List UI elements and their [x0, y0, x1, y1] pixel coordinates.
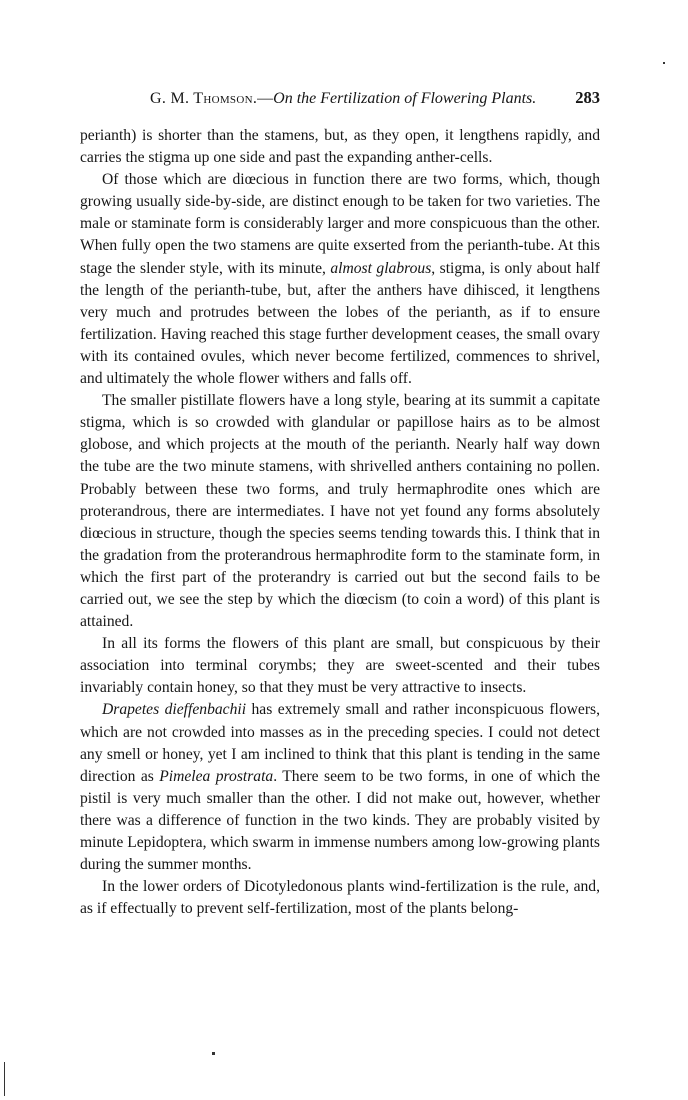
running-header — [80, 90, 600, 114]
text-run: . There seem to be two forms, in one of which the pistil is very much smaller than the other. I did not make out, however, whether there was a difference of function in the two kinds. They are probably visited by minute Lepidoptera, which swarm in immense numbers among low-growing plants during the summer months. — [80, 767, 600, 874]
paragraph — [80, 699, 600, 876]
header-author: G. M. Thomson. — [150, 90, 258, 107]
text-run: perianth) is shorter than the stamens, but, as they open, it lengthens rapidly, and carries the stigma up one side and past the expanding anther-cells. — [80, 127, 600, 167]
italic-text: Drapetes dieffenbachii — [102, 701, 247, 719]
paragraph — [80, 390, 600, 633]
text-run: In all its forms the flowers of this plant are small, but conspicuous by their association into terminal corymbs; they are sweet-scented and their tubes invariably contain honey, so that they must be very attractive to insects. — [80, 635, 600, 697]
scan-edge-mark — [4, 1062, 5, 1096]
page-number: 283 — [575, 88, 600, 107]
body-text — [80, 125, 600, 920]
header-title: On the Fertilization of Flowering Plants. — [273, 90, 537, 107]
text-run: has extremely small and rather inconspicuous flowers, which are not crowded into masses as in the preceding species. I could not detect any smell or honey, yet I am inclined to think that this plant is tending in the same direction as — [80, 701, 600, 785]
paragraph — [80, 633, 600, 699]
header-separator: — — [257, 90, 274, 107]
text-run: Of those which are diœcious in function there are two forms, which, though growing usually side-by-side, are distinct enough to be taken for two varieties. The male or staminate form is considerably larger and more conspicuous than the other. When fully open the two stamens are quite exserted from the perianth-tube. At this stage the slender style, with its minute, — [80, 171, 600, 277]
paragraph — [80, 169, 600, 390]
italic-text: Pimelea prostrata — [159, 767, 274, 785]
running-head — [150, 90, 536, 108]
scan-speck — [212, 1052, 215, 1055]
paragraph — [80, 876, 600, 920]
scan-speck — [663, 62, 665, 64]
paragraph — [80, 125, 600, 169]
text-run: In the lower orders of Dicotyledonous plants wind-fertilization is the rule, and, as if effectually to prevent self-fertilization, most of the plants belong- — [80, 878, 600, 918]
italic-text: almost glabrous — [330, 259, 432, 277]
text-run: , stigma, is only about half the length of the perianth-tube, but, after the anthers have dihisced, it lengthens very much and protrudes between the lobes of the perianth, as if to ensure fertilization. Having reached this stage further development ceases, the small ovary with its contained ovules, which never become fertilized, commences to shrivel, and ultimately the whole flower withers and falls off. — [80, 259, 600, 388]
text-run: The smaller pistillate flowers have a long style, bearing at its summit a capitate stigma, which is so crowded with glandular or papillose hairs as to be almost globose, and which projects at the mouth of the perianth. Nearly half way down the tube are the two minute stamens, with shrivelled anthers containing no pollen. Probably between these two forms, and truly hermaphrodite ones which are proterandrous, there are intermediates. I have not yet found any forms absolutely diœcious in structure, though the species seems tending towards this. I think that in the gradation from the proterandrous hermaphrodite form to the staminate form, in which the first part of the proterandry is carried out but the second fails to be carried out, we see the step by which the diœcism (to coin a word) of this plant is attained. — [80, 392, 600, 631]
